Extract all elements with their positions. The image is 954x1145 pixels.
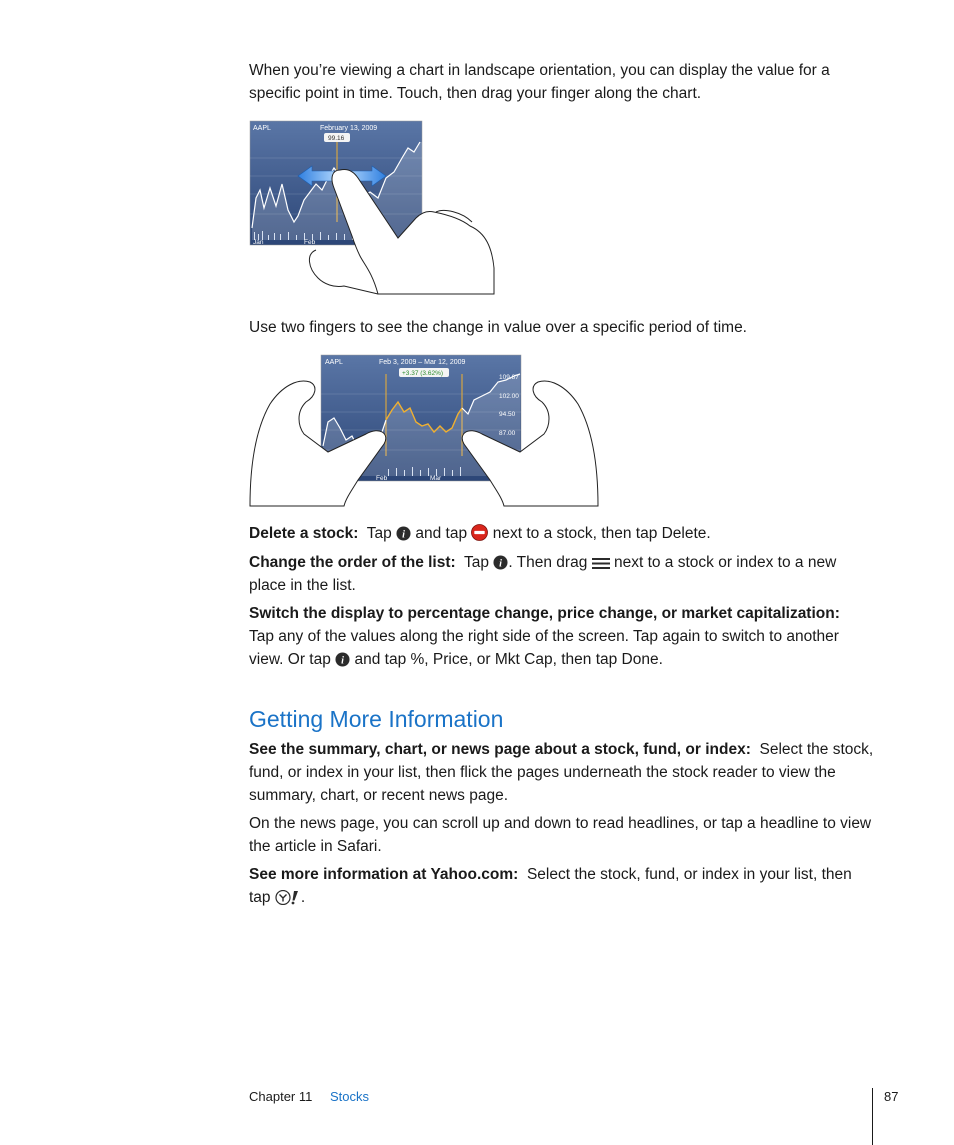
chart-two-finger-illustration <box>248 352 600 508</box>
chart1-tooltip: 99.16 <box>328 135 345 142</box>
chart2-tooltip: +3.37 (3.62%) <box>402 370 444 377</box>
reorder-paragraph: Change the order of the list: Tap i . Then drag next to a stock or index to a new place in the list. <box>249 554 837 594</box>
page-number: 87 <box>884 1089 899 1104</box>
delete-minus-icon <box>471 524 488 541</box>
footer-chapter-link[interactable]: Stocks <box>330 1089 370 1104</box>
section-heading: Getting More Information <box>249 706 504 732</box>
chart1-price-2: 102.00 <box>427 157 447 164</box>
chart2-ticker: AAPL <box>325 359 343 366</box>
svg-text:i: i <box>402 529 406 541</box>
svg-text:i: i <box>341 655 345 667</box>
switch-display-paragraph: Switch the display to percentage change, price change, or market capitalization: Tap any of the values along the right side of the screen. Tap again to switch to another view. Or tap i and tap %, Price, or Mkt Cap, then tap Done. <box>249 605 840 668</box>
chart2-price-1: 109.87 <box>499 374 519 381</box>
footer-chapter: Chapter 11 <box>249 1089 313 1104</box>
footer-divider <box>872 1088 873 1145</box>
chart2-price-2: 102.00 <box>499 393 519 400</box>
delete-stock-label: Delete a stock: <box>249 525 359 542</box>
chart1-month-1: Jan <box>253 239 264 246</box>
chart1-price-3: 94.50 <box>427 175 444 182</box>
chart2-month-3: Mar <box>430 475 442 482</box>
chart2-price-3: 94.50 <box>499 411 516 418</box>
chart1-price-1: 109.87 <box>427 139 447 146</box>
switch-display-label: Switch the display to percentage change, price change, or market capitalization: <box>249 605 840 622</box>
delete-stock-paragraph: Delete a stock: Tap i and tap next to a stock, then tap Delete. <box>249 525 711 542</box>
chart-single-finger-illustration <box>248 118 498 296</box>
reorder-grip-icon <box>592 557 610 570</box>
chart2-date: Feb 3, 2009 – Mar 12, 2009 <box>379 359 466 366</box>
chart1-date: February 13, 2009 <box>320 125 378 132</box>
reorder-label: Change the order of the list: <box>249 554 456 571</box>
yahoo-icon <box>275 890 301 905</box>
svg-text:i: i <box>499 558 503 570</box>
info-icon <box>335 652 350 667</box>
info-icon <box>493 555 508 570</box>
chart2-price-4: 87.00 <box>499 430 516 437</box>
chart2-month-2: Feb <box>376 475 388 482</box>
intro-paragraph-1: When you’re viewing a chart in landscape orientation, you can display the value for a specific point in time. Touch, then drag your finger along the chart. <box>249 62 830 102</box>
info-icon <box>396 526 411 541</box>
yahoo-label: See more information at Yahoo.com: <box>249 866 519 883</box>
news-paragraph: On the news page, you can scroll up and down to read headlines, or tap a headline to view the article in Safari. <box>249 815 872 855</box>
summary-paragraph: See the summary, chart, or news page about a stock, fund, or index: Select the stock, fund, or index in your list, then flick the pages underneath the stock reader to view the summary, chart, or recent news page. <box>249 741 874 804</box>
intro-paragraph-2: Use two fingers to see the change in value over a specific period of time. <box>249 319 747 336</box>
yahoo-paragraph: See more information at Yahoo.com: Select the stock, fund, or index in your list, then tap . <box>249 866 852 906</box>
chart1-price-4: 87.00 <box>427 194 444 201</box>
chart1-month-2: Feb <box>304 239 316 246</box>
summary-label: See the summary, chart, or news page about a stock, fund, or index: <box>249 741 751 758</box>
chart1-ticker: AAPL <box>253 125 271 132</box>
